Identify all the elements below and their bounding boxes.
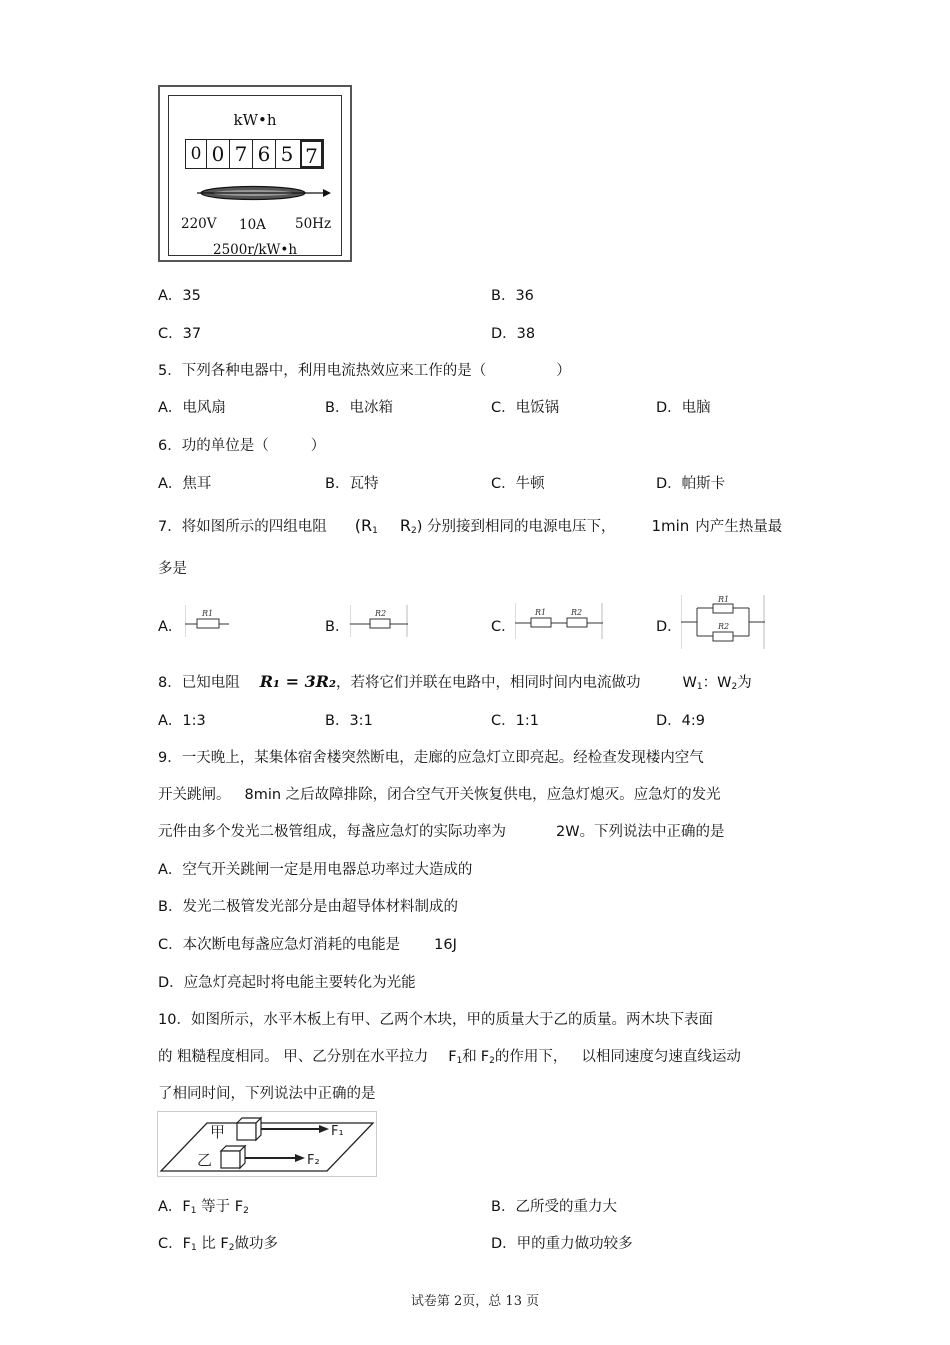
q5-stem [158,359,571,380]
q10-f2: F [480,1049,490,1065]
option-key: B． [491,288,516,304]
option-key: D． [656,476,682,492]
q7-c-label2: R2 [571,608,583,617]
q9-line3-b: 2W。下列说法中正确的是 [556,824,725,840]
q7-r1-sub: 1 [372,526,378,536]
option-key: C． [491,476,516,492]
q5-stem-end: ） [556,363,571,379]
option-key: C． [158,1236,183,1252]
q8-option-c[interactable] [491,709,539,730]
q10-and: 和 [462,1049,477,1065]
q10-stem-line3: 了相同时间，下列说法中正确的是 [158,1086,376,1102]
q8-option-d[interactable] [656,709,705,730]
q10-option-a[interactable] [158,1195,249,1216]
q9-stem-line3 [158,820,725,841]
meter-constant: 2500r/kW•h [213,242,298,258]
meter-current: 10A [239,217,266,233]
q10-stem-line1: 10．如图所示，水平木板上有甲、乙两个木块，甲的质量大于乙的质量。两木块下表面 [158,1012,713,1028]
option-key: C． [158,326,183,342]
meter-face [168,95,342,256]
option-key: C． [491,713,516,729]
option-text: 电冰箱 [349,400,393,416]
meter-disc-icon [191,182,331,204]
option-text: 帕斯卡 [681,476,726,492]
q7-circuit-c [515,602,603,640]
q7-circuit-b [350,604,408,638]
q10-option-b[interactable] [491,1195,617,1216]
q6-option-d[interactable] [656,472,725,493]
option-key: A． [158,400,183,416]
q10-blocks-figure [157,1111,377,1177]
q7-b-label: R2 [375,609,387,618]
q7-stem-line2: 多是 [158,561,187,577]
option-key: A． [158,619,183,635]
q9-option-b[interactable] [158,895,458,916]
option-text: 电饭锅 [515,400,560,416]
option-key: D． [491,326,517,342]
option-key: B． [491,1199,516,1215]
q7-r2: R [399,516,411,535]
q8-w2-sub: 2 [731,682,738,692]
option-f: F [182,1236,191,1252]
meter-voltage: 220V [181,216,217,232]
q9-option-c[interactable] [158,933,457,954]
q9-line3-a: 元件由多个发光二极管组成，每盏应急灯的实际功率为 [158,824,506,840]
q9-stem-line1: 9．一天晚上，某集体宿舍楼突然断电，走廊的应急灯立即亮起。经检查发现楼内空气 [158,750,704,766]
q9-line2-b: 8min 之后故障排除，闭合空气开关恢复供电，应急灯熄灭。应急灯的发光 [244,787,721,803]
option-key: C． [491,619,516,635]
option-text: 35 [182,288,201,304]
q8-option-b[interactable] [325,709,373,730]
q10-block2-label: 乙 [197,1151,213,1169]
q7-stem-end: 内产生热量最 [695,519,783,535]
option-text: 1:1 [515,713,539,729]
option-key: A． [158,288,183,304]
q4-option-d[interactable] [491,322,535,343]
meter-frequency: 50Hz [295,216,332,232]
option-key: B． [158,899,183,915]
q6-option-c[interactable] [491,472,545,493]
option-text: 应急灯亮起时将电能主要转化为光能 [183,975,416,991]
option-text: 乙所受的重力大 [515,1199,617,1215]
option-key: B． [325,400,350,416]
q5-option-a[interactable] [158,396,226,417]
meter-digit: 6 [252,140,275,168]
q9-option-a[interactable] [158,858,472,879]
q5-option-d[interactable] [656,396,711,417]
option-tail: 做功多 [234,1236,278,1252]
option-key: B． [325,476,350,492]
q4-option-c[interactable] [158,322,201,343]
q10-block1-label: 甲 [210,1123,226,1141]
q6-option-a[interactable] [158,472,211,493]
q7-d-label2: R2 [718,622,730,631]
q10-force1-label: F₁ [331,1124,344,1139]
electricity-meter-figure [158,85,352,262]
option-text: 37 [182,326,202,342]
q8-stem-end: 为 [737,675,752,691]
q6-stem-text: 6．功的单位是（ [158,438,269,454]
q7-stem-line1 [158,515,782,536]
option-key: B． [325,619,350,635]
option-text: 甲的重力做功较多 [516,1236,633,1252]
option-sub: 1 [190,1243,197,1253]
q7-stem-mid: ) 分别接到相同的电源电压下， [416,519,616,535]
q8-w1: W [682,675,697,691]
q10-force2-label: F₂ [307,1153,320,1168]
option-key: A． [158,1199,183,1215]
option-key: B． [325,713,350,729]
option-text: 1:3 [182,713,206,729]
q10-line2-c: 以相同速度匀速直线运动 [581,1049,741,1065]
option-key: A． [158,713,183,729]
option-sub: 1 [190,1206,197,1216]
q10-f1-sub: 1 [456,1056,463,1066]
q7-option-a[interactable] [158,615,182,636]
q10-f1: F [448,1049,457,1065]
option-key: C． [158,937,183,953]
option-value: 16J [434,937,457,953]
option-text: 焦耳 [182,476,212,492]
q10-line2-b: 的作用下， [494,1049,568,1065]
option-text: 3:1 [349,713,373,729]
q7-option-c[interactable] [491,615,516,636]
q8-w2: ：W [702,675,732,691]
q7-stem-text: 7．将如图所示的四组电阻 [158,519,327,535]
q7-c-label1: R1 [535,608,547,617]
q5-stem-text: 5．下列各种电器中，利用电流热效应来工作的是（ [158,363,487,379]
q8-option-a[interactable] [158,709,206,730]
option-key: C． [491,400,516,416]
option-key: D． [656,713,682,729]
meter-digit: 7 [229,140,252,168]
option-text: 空气开关跳闸一定是用电器总功率过大造成的 [182,862,473,878]
q10-option-d[interactable] [491,1232,633,1253]
option-f: F [182,1199,191,1215]
option-text: 发光二极管发光部分是由超导体材料制成的 [182,899,458,915]
option-text: 本次断电每盏应急灯消耗的电能是 [182,937,401,953]
q7-d-label1: R1 [718,595,730,604]
q9-line2-a: 开关跳闸。 [158,787,231,803]
q5-option-c[interactable] [491,396,559,417]
meter-digit: 0 [190,144,202,164]
option-key: A． [158,476,183,492]
q7-option-d[interactable] [656,615,682,636]
q7-a-label: R1 [202,609,214,618]
q7-circuit-d [681,594,765,650]
option-sub: 2 [228,1243,235,1253]
meter-digits [185,139,324,169]
q7-r1: (R [354,516,373,535]
q6-stem-end: ） [310,438,326,454]
q10-f2-sub: 2 [489,1056,495,1066]
meter-digit-decimal: 7 [300,140,323,168]
option-key: D． [656,400,682,416]
q10-stem-line2 [158,1045,741,1066]
q6-stem [158,434,325,455]
q5-option-b[interactable] [325,396,393,417]
option-text: 电脑 [681,400,711,416]
option-text: 牛顿 [515,476,545,492]
option-key: D． [656,619,682,635]
option-sub: 2 [243,1206,249,1216]
q8-stem-mid: ，若将它们并联在电路中，相同时间内电流做功 [336,675,641,691]
q7-time: 1min [651,517,690,535]
option-text: 4:9 [681,713,706,729]
q9-stem-line2 [158,783,721,804]
q7-r2-sub: 2 [410,526,417,536]
q4-option-a[interactable] [158,284,201,305]
q8-stem [158,671,752,692]
option-text: 等于 F [196,1199,244,1215]
option-text: 比 F [196,1236,229,1252]
q4-option-b[interactable] [491,284,534,305]
q8-stem-text: 8．已知电阻 [158,675,240,691]
q10-line2-a: 的 粗糙程度相同。 甲、乙分别在水平拉力 [158,1049,429,1065]
q10-option-c[interactable] [158,1232,278,1253]
q9-option-d[interactable] [158,971,416,992]
meter-digit: 0 [206,140,229,168]
q7-circuit-a [185,604,229,638]
option-text: 电风扇 [182,400,226,416]
q8-w1-sub: 1 [696,682,703,692]
option-text: 36 [515,288,534,304]
option-key: A． [158,862,183,878]
option-key: D． [158,975,184,991]
option-text: 瓦特 [349,476,379,492]
option-key: D． [491,1236,517,1252]
page-footer: 试卷第 2页，总 13 页 [410,1294,540,1309]
option-text: 38 [516,326,536,342]
meter-digit: 5 [275,140,298,168]
q8-formula: R₁ = 3R₂ [259,672,337,691]
q6-option-b[interactable] [325,472,378,493]
q7-option-b[interactable] [325,615,349,636]
meter-unit: kW•h [233,111,277,129]
